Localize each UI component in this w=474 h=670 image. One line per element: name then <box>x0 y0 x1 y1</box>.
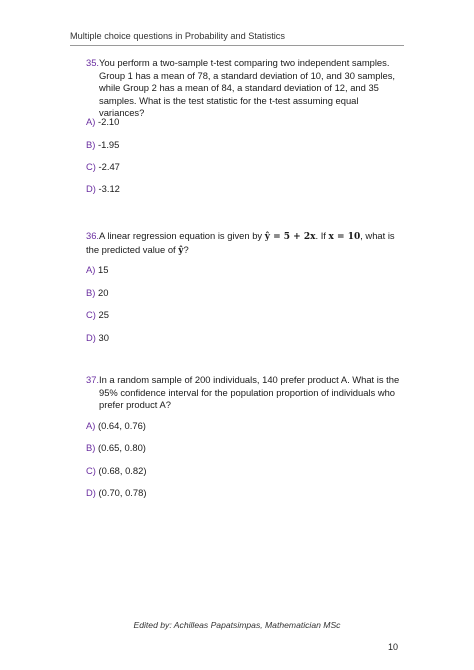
option-letter: A) <box>86 264 96 275</box>
option-text: (0.70, 0.78) <box>98 487 147 498</box>
option-letter: B) <box>86 287 96 298</box>
option-text: 25 <box>98 309 109 320</box>
option-36-b <box>86 287 108 299</box>
option-37-c <box>86 465 146 477</box>
option-text: 30 <box>98 332 109 343</box>
option-text: (0.65, 0.80) <box>97 442 146 453</box>
page-footer <box>0 620 474 630</box>
option-text: -2.47 <box>98 161 120 172</box>
option-37-b <box>86 442 146 454</box>
footer-text: Edited by: Achilleas Papatsimpas, Mathematician MSc <box>133 620 341 630</box>
option-37-d <box>86 487 146 499</box>
option-36-d <box>86 332 109 344</box>
question-number: 36. <box>86 230 100 241</box>
question-text: In a random sample of 200 individuals, 140 prefer product A. What is the 95% confidence interval for the population proportion of individuals who prefer product A? <box>99 374 400 411</box>
question-text-part: . If <box>315 230 329 241</box>
option-text: 15 <box>97 264 109 275</box>
option-letter: A) <box>86 116 96 127</box>
question-text-part: A linear regression equation is given by <box>99 230 265 241</box>
question-number: 35. <box>86 57 100 68</box>
option-letter: C) <box>86 309 96 320</box>
option-35-b <box>86 139 119 151</box>
option-letter: C) <box>86 465 96 476</box>
question-text-part: ? <box>183 243 189 255</box>
page-header <box>70 31 404 46</box>
option-text: 20 <box>97 287 109 298</box>
question-35 <box>86 57 406 120</box>
option-letter: D) <box>86 487 96 498</box>
option-text: (0.64, 0.76) <box>97 420 146 431</box>
question-number: 37. <box>86 374 100 385</box>
option-35-a <box>86 116 119 128</box>
option-36-a <box>86 264 108 276</box>
option-35-c <box>86 161 120 173</box>
option-36-c <box>86 309 109 321</box>
equation: ŷ = 5 + 2x <box>264 232 316 242</box>
page-number: 10 <box>388 642 399 652</box>
option-text: -3.12 <box>98 183 120 194</box>
option-letter: D) <box>86 332 96 343</box>
option-letter: D) <box>86 183 96 194</box>
equation: ŷ <box>178 245 184 256</box>
option-37-a <box>86 420 146 432</box>
question-37 <box>86 374 406 412</box>
option-35-d <box>86 183 120 195</box>
question-text <box>86 230 406 257</box>
header-title: Multiple choice questions in Probability and Statistics <box>70 31 285 41</box>
option-text: -2.10 <box>97 116 120 127</box>
question-36 <box>86 230 406 257</box>
option-letter: C) <box>86 161 96 172</box>
question-text: You perform a two-sample t-test comparing two independent samples. Group 1 has a mean of 78, a standard deviation of 10, and 30 samples, while Group 2 has a mean of 84, a standard deviation of 12, and 35 samples. What is the test statistic for the t-test assuming equal variances? <box>99 57 396 119</box>
option-letter: B) <box>86 139 96 150</box>
option-text: -1.95 <box>97 139 120 150</box>
question-text-part: , what is the predicted value of <box>86 230 395 255</box>
option-letter: A) <box>86 420 96 431</box>
equation: x = 10 <box>328 232 361 242</box>
option-text: (0.68, 0.82) <box>98 465 147 476</box>
option-letter: B) <box>86 442 96 453</box>
